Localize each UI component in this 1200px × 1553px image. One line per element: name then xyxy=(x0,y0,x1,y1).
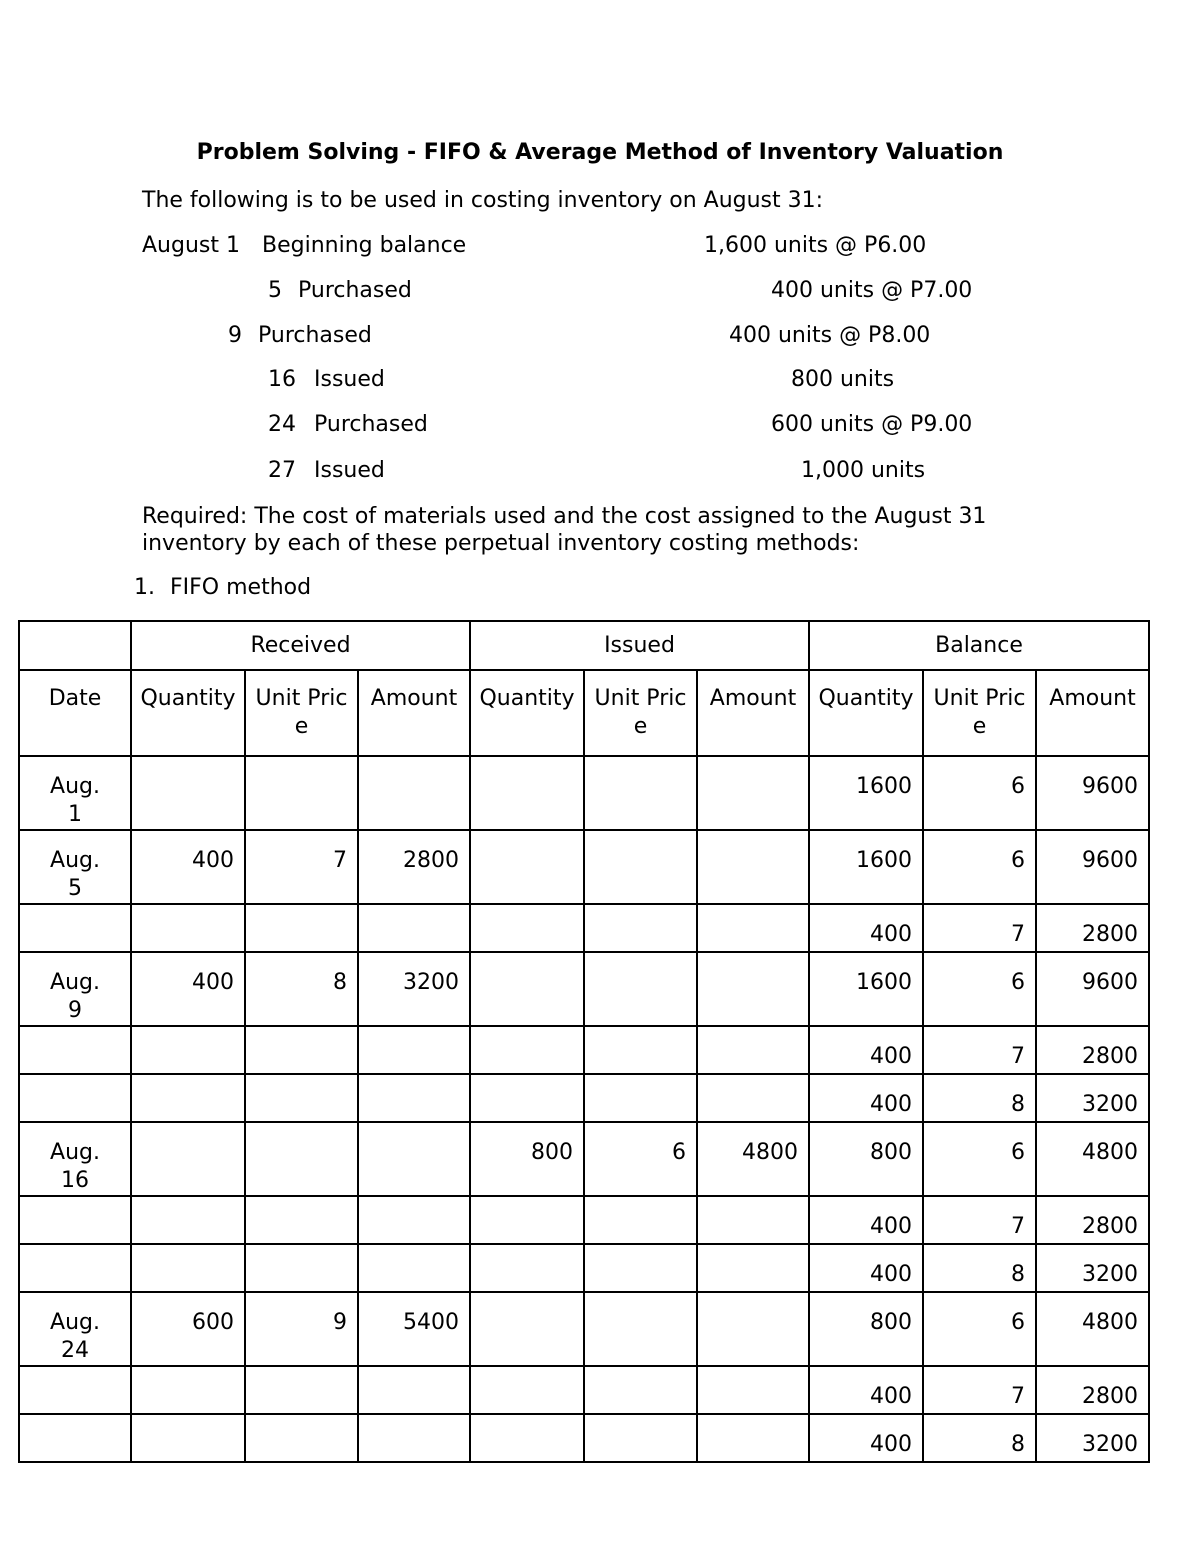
cell-balance-amount: 3200 xyxy=(1036,1244,1149,1292)
cell-issued-quantity: 800 xyxy=(470,1122,584,1196)
fifo-table-body xyxy=(19,756,1149,1462)
cell-received-quantity xyxy=(131,1122,245,1196)
cell-received-amount xyxy=(358,1366,470,1414)
col-issued-unit-price: Unit Price xyxy=(584,670,697,756)
table-row xyxy=(19,1074,1149,1122)
cell-balance-amount: 4800 xyxy=(1036,1292,1149,1366)
cell-balance-unit-price: 8 xyxy=(923,1074,1036,1122)
cell-balance-quantity: 1600 xyxy=(809,952,923,1026)
txn-date-3: 9 xyxy=(228,323,242,348)
group-issued: Issued xyxy=(470,621,809,670)
cell-issued-unit-price xyxy=(584,1026,697,1074)
cell-issued-amount xyxy=(697,830,809,904)
cell-received-amount: 2800 xyxy=(358,830,470,904)
cell-issued-amount xyxy=(697,1074,809,1122)
cell-issued-quantity xyxy=(470,1292,584,1366)
cell-issued-unit-price xyxy=(584,830,697,904)
cell-balance-unit-price: 8 xyxy=(923,1414,1036,1462)
cell-balance-quantity: 800 xyxy=(809,1292,923,1366)
cell-received-quantity xyxy=(131,1074,245,1122)
txn-desc-2: Purchased xyxy=(298,278,412,303)
cell-issued-amount xyxy=(697,756,809,830)
cell-issued-quantity xyxy=(470,1244,584,1292)
cell-balance-quantity: 800 xyxy=(809,1122,923,1196)
cell-issued-unit-price xyxy=(584,1196,697,1244)
cell-balance-quantity: 1600 xyxy=(809,830,923,904)
table-row xyxy=(19,1026,1149,1074)
group-received: Received xyxy=(131,621,470,670)
cell-issued-quantity xyxy=(470,1026,584,1074)
cell-balance-quantity: 400 xyxy=(809,1026,923,1074)
cell-issued-amount: 4800 xyxy=(697,1122,809,1196)
cell-issued-unit-price xyxy=(584,1366,697,1414)
cell-balance-unit-price: 6 xyxy=(923,1122,1036,1196)
cell-received-unit-price xyxy=(245,1074,358,1122)
table-row xyxy=(19,952,1149,1026)
cell-issued-amount xyxy=(697,1196,809,1244)
cell-balance-unit-price: 7 xyxy=(923,1196,1036,1244)
txn-detail-6: 1,000 units xyxy=(801,458,926,483)
page-title: Problem Solving - FIFO & Average Method of Inventory Valuation xyxy=(196,140,1004,165)
txn-date-2: 5 xyxy=(268,278,282,303)
txn-desc-4: Issued xyxy=(314,367,385,392)
cell-date xyxy=(19,1414,131,1462)
cell-balance-unit-price: 7 xyxy=(923,1026,1036,1074)
cell-received-amount xyxy=(358,1414,470,1462)
cell-received-amount xyxy=(358,904,470,952)
txn-desc-1: Beginning balance xyxy=(262,233,467,258)
cell-balance-unit-price: 7 xyxy=(923,1366,1036,1414)
cell-issued-unit-price xyxy=(584,1074,697,1122)
cell-received-amount xyxy=(358,1196,470,1244)
table-row xyxy=(19,904,1149,952)
cell-issued-quantity xyxy=(470,952,584,1026)
txn-desc-5: Purchased xyxy=(314,412,428,437)
txn-date-4: 16 xyxy=(268,367,296,392)
cell-balance-amount: 9600 xyxy=(1036,830,1149,904)
cell-received-amount: 5400 xyxy=(358,1292,470,1366)
col-received-amount: Amount xyxy=(358,670,470,756)
cell-balance-amount: 3200 xyxy=(1036,1074,1149,1122)
cell-received-unit-price xyxy=(245,1026,358,1074)
cell-date: Aug. 24 xyxy=(19,1292,131,1366)
table-row xyxy=(19,756,1149,830)
cell-received-amount xyxy=(358,1026,470,1074)
cell-received-unit-price: 9 xyxy=(245,1292,358,1366)
cell-date: Aug. 9 xyxy=(19,952,131,1026)
cell-received-quantity xyxy=(131,1414,245,1462)
fifo-table xyxy=(18,620,1150,1463)
cell-balance-quantity: 400 xyxy=(809,1074,923,1122)
cell-received-quantity xyxy=(131,1366,245,1414)
txn-detail-4: 800 units xyxy=(791,367,895,392)
group-header-blank xyxy=(19,621,131,670)
cell-issued-quantity xyxy=(470,1074,584,1122)
cell-issued-amount xyxy=(697,1366,809,1414)
cell-issued-amount xyxy=(697,1026,809,1074)
cell-date xyxy=(19,904,131,952)
cell-received-unit-price xyxy=(245,904,358,952)
cell-received-amount: 3200 xyxy=(358,952,470,1026)
table-row xyxy=(19,1196,1149,1244)
cell-balance-amount: 4800 xyxy=(1036,1122,1149,1196)
cell-date xyxy=(19,1196,131,1244)
col-received-unit-price: Unit Price xyxy=(245,670,358,756)
cell-received-quantity xyxy=(131,756,245,830)
cell-issued-unit-price xyxy=(584,952,697,1026)
method-number: 1. xyxy=(134,575,155,600)
cell-received-quantity: 400 xyxy=(131,952,245,1026)
cell-issued-unit-price xyxy=(584,756,697,830)
cell-issued-quantity xyxy=(470,1414,584,1462)
col-balance-amount: Amount xyxy=(1036,670,1149,756)
cell-balance-unit-price: 7 xyxy=(923,904,1036,952)
table-row xyxy=(19,1366,1149,1414)
cell-balance-unit-price: 6 xyxy=(923,952,1036,1026)
cell-balance-quantity: 400 xyxy=(809,1244,923,1292)
cell-received-unit-price xyxy=(245,756,358,830)
cell-issued-unit-price xyxy=(584,1414,697,1462)
cell-received-unit-price xyxy=(245,1244,358,1292)
cell-issued-amount xyxy=(697,904,809,952)
cell-issued-amount xyxy=(697,1292,809,1366)
cell-issued-amount xyxy=(697,1244,809,1292)
cell-received-unit-price xyxy=(245,1366,358,1414)
cell-date: Aug. 16 xyxy=(19,1122,131,1196)
cell-balance-quantity: 400 xyxy=(809,1366,923,1414)
cell-date xyxy=(19,1026,131,1074)
cell-balance-quantity: 400 xyxy=(809,1414,923,1462)
cell-received-quantity xyxy=(131,1026,245,1074)
cell-received-amount xyxy=(358,1122,470,1196)
cell-balance-amount: 2800 xyxy=(1036,1366,1149,1414)
cell-received-unit-price: 8 xyxy=(245,952,358,1026)
cell-date: Aug. 5 xyxy=(19,830,131,904)
table-row xyxy=(19,1122,1149,1196)
cell-issued-unit-price xyxy=(584,1292,697,1366)
cell-balance-quantity: 1600 xyxy=(809,756,923,830)
cell-received-amount xyxy=(358,756,470,830)
txn-date-6: 27 xyxy=(268,458,296,483)
intro-text: The following is to be used in costing inventory on August 31: xyxy=(142,188,824,213)
group-balance: Balance xyxy=(809,621,1149,670)
cell-issued-unit-price xyxy=(584,1244,697,1292)
cell-balance-amount: 3200 xyxy=(1036,1414,1149,1462)
cell-balance-unit-price: 8 xyxy=(923,1244,1036,1292)
cell-date: Aug. 1 xyxy=(19,756,131,830)
cell-received-unit-price xyxy=(245,1414,358,1462)
cell-date xyxy=(19,1366,131,1414)
cell-received-quantity: 600 xyxy=(131,1292,245,1366)
cell-issued-quantity xyxy=(470,1366,584,1414)
col-issued-quantity: Quantity xyxy=(470,670,584,756)
cell-received-unit-price xyxy=(245,1122,358,1196)
cell-balance-unit-price: 6 xyxy=(923,830,1036,904)
cell-issued-quantity xyxy=(470,904,584,952)
cell-issued-amount xyxy=(697,952,809,1026)
cell-issued-amount xyxy=(697,1414,809,1462)
cell-balance-amount: 2800 xyxy=(1036,904,1149,952)
cell-received-unit-price: 7 xyxy=(245,830,358,904)
txn-date-1: August 1 xyxy=(142,233,240,258)
col-date: Date xyxy=(19,670,131,756)
cell-received-unit-price xyxy=(245,1196,358,1244)
cell-balance-amount: 2800 xyxy=(1036,1026,1149,1074)
method-label: FIFO method xyxy=(170,575,312,600)
txn-date-5: 24 xyxy=(268,412,296,437)
cell-balance-amount: 2800 xyxy=(1036,1196,1149,1244)
table-row xyxy=(19,1244,1149,1292)
txn-detail-1: 1,600 units @ P6.00 xyxy=(704,233,927,258)
cell-issued-quantity xyxy=(470,1196,584,1244)
cell-issued-unit-price xyxy=(584,904,697,952)
cell-issued-quantity xyxy=(470,830,584,904)
cell-received-quantity xyxy=(131,904,245,952)
txn-detail-3: 400 units @ P8.00 xyxy=(729,323,931,348)
cell-balance-quantity: 400 xyxy=(809,1196,923,1244)
cell-issued-quantity xyxy=(470,756,584,830)
cell-received-amount xyxy=(358,1244,470,1292)
col-issued-amount: Amount xyxy=(697,670,809,756)
cell-issued-unit-price: 6 xyxy=(584,1122,697,1196)
table-row xyxy=(19,1292,1149,1366)
group-header-row xyxy=(19,621,1149,670)
txn-desc-6: Issued xyxy=(314,458,385,483)
column-header-row xyxy=(19,670,1149,756)
cell-received-quantity xyxy=(131,1196,245,1244)
txn-detail-5: 600 units @ P9.00 xyxy=(771,412,973,437)
cell-received-quantity xyxy=(131,1244,245,1292)
cell-balance-quantity: 400 xyxy=(809,904,923,952)
cell-received-quantity: 400 xyxy=(131,830,245,904)
cell-received-amount xyxy=(358,1074,470,1122)
cell-date xyxy=(19,1074,131,1122)
cell-balance-unit-price: 6 xyxy=(923,756,1036,830)
txn-desc-3: Purchased xyxy=(258,323,372,348)
col-balance-quantity: Quantity xyxy=(809,670,923,756)
required-text: Required: The cost of materials used and the cost assigned to the August 31 inventory by each of these perpetual inventory costing methods: xyxy=(142,504,987,556)
cell-balance-unit-price: 6 xyxy=(923,1292,1036,1366)
cell-balance-amount: 9600 xyxy=(1036,756,1149,830)
cell-balance-amount: 9600 xyxy=(1036,952,1149,1026)
cell-date xyxy=(19,1244,131,1292)
table-row xyxy=(19,1414,1149,1462)
txn-detail-2: 400 units @ P7.00 xyxy=(771,278,973,303)
col-balance-unit-price: Unit Price xyxy=(923,670,1036,756)
table-row xyxy=(19,830,1149,904)
col-received-quantity: Quantity xyxy=(131,670,245,756)
